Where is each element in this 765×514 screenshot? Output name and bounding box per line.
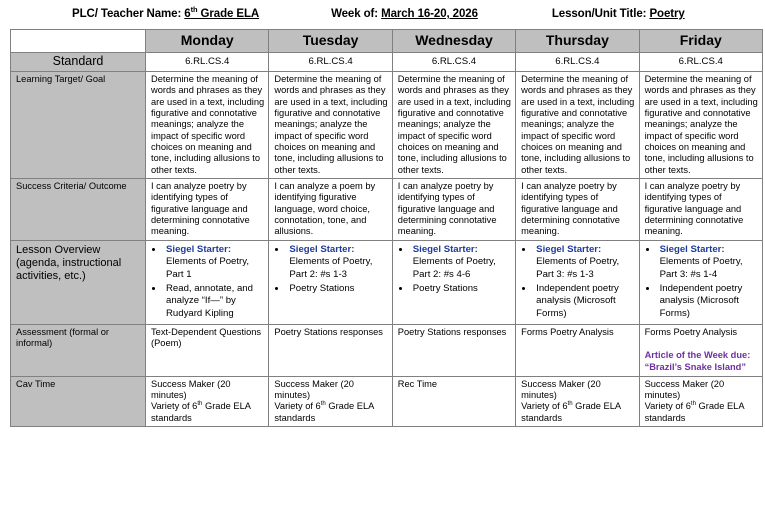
cell-standard-thursday: 6.RL.CS.4 xyxy=(516,53,639,72)
cav-grade-suffix: th xyxy=(197,401,203,408)
siegel-starter-label: Siegel Starter: xyxy=(289,243,355,255)
cell-success-criteria-monday: I can analyze poetry by identifying types of figurative language and determining connotative meaning. xyxy=(146,178,269,240)
list-item: • Independent poetry analysis (Microsoft Forms) xyxy=(658,283,758,321)
week-of-label: Week of: xyxy=(331,8,382,20)
cav-line-2 xyxy=(521,401,634,424)
column-header-monday: Monday xyxy=(146,30,269,53)
list-item: • Independent poetry analysis (Microsoft Forms) xyxy=(534,283,634,321)
teacher-name-value xyxy=(184,5,260,20)
siegel-starter-label: Siegel Starter: xyxy=(659,243,725,255)
cell-learning-target-friday: Determine the meaning of words and phrases as they are used in a text, including figurative and connotative meanings; analyze the impact of specific word choices on meaning and tone, including allusions to other texts. xyxy=(639,72,762,179)
cell-lesson-overview-tuesday xyxy=(269,240,392,324)
cav-line-1: Success Maker (20 minutes) xyxy=(151,378,231,400)
cell-learning-target-thursday: Determine the meaning of words and phrases as they are used in a text, including figurative and connotative meanings; analyze the impact of specific word choices on meaning and tone, including allusions to other texts. xyxy=(516,72,639,179)
cav-line-2 xyxy=(645,401,758,424)
siegel-starter-text: Elements of Poetry, Part 3: #s 1-4 xyxy=(659,256,743,280)
corner-cell xyxy=(11,30,146,53)
list-item xyxy=(658,244,758,282)
cav-grade-pre: Variety of 6 xyxy=(521,401,568,412)
cav-line-1: Success Maker (20 minutes) xyxy=(521,378,601,400)
list-item xyxy=(287,244,387,282)
cell-assessment-monday: Text-Dependent Questions (Poem) xyxy=(146,324,269,376)
cav-grade-post: Grade ELA standards xyxy=(521,401,621,423)
table-header-row xyxy=(11,30,763,53)
cav-grade-suffix: th xyxy=(567,401,573,408)
row-label-cav-time: Cav Time xyxy=(11,376,146,426)
cell-standard-monday: 6.RL.CS.4 xyxy=(146,53,269,72)
cell-cav-time-wednesday xyxy=(392,376,515,426)
cell-standard-wednesday: 6.RL.CS.4 xyxy=(392,53,515,72)
list-item: • Read, annotate, and analyze “If—” by Rudyard Kipling xyxy=(164,283,264,321)
lesson-bullets-thursday xyxy=(521,244,634,321)
lesson-plan-table xyxy=(10,29,763,427)
table-row-success-criteria xyxy=(11,178,763,240)
column-header-tuesday: Tuesday xyxy=(269,30,392,53)
siegel-starter-text: Elements of Poetry, Part 2: #s 1-3 xyxy=(289,256,373,280)
cell-learning-target-monday: Determine the meaning of words and phrases as they are used in a text, including figurative and connotative meanings; analyze the impact of specific word choices on meaning and tone, including allusions to other texts. xyxy=(146,72,269,179)
table-row-cav-time xyxy=(11,376,763,426)
cav-grade-post: Grade ELA standards xyxy=(644,401,745,423)
article-of-the-week-note: Article of the Week due: “Brazil’s Snake Island” xyxy=(644,349,751,372)
unit-title-field xyxy=(552,8,685,20)
teacher-subject: Grade ELA xyxy=(197,8,260,20)
document-header xyxy=(0,0,765,29)
list-item xyxy=(164,244,264,282)
column-header-thursday: Thursday xyxy=(516,30,639,53)
cell-lesson-overview-thursday xyxy=(516,240,639,324)
lesson-bullets-monday xyxy=(151,244,264,321)
assessment-friday-text: Forms Poetry Analysis xyxy=(644,326,738,337)
cav-grade-suffix: th xyxy=(320,401,326,408)
siegel-starter-text: Elements of Poetry, Part 3: #s 1-3 xyxy=(536,256,620,280)
week-of-value: March 16-20, 2026 xyxy=(381,8,478,20)
list-item xyxy=(534,244,634,282)
cell-cav-time-monday xyxy=(146,376,269,426)
cav-grade-pre: Variety of 6 xyxy=(151,401,198,412)
cell-assessment-tuesday: Poetry Stations responses xyxy=(269,324,392,376)
cell-success-criteria-tuesday: I can analyze a poem by identifying figurative language, word choice, connotation, tone, and allusions. xyxy=(269,178,392,240)
list-item: • Poetry Stations xyxy=(287,283,387,296)
cav-grade-pre: Variety of 6 xyxy=(644,401,691,412)
cav-line-1: Success Maker (20 minutes) xyxy=(644,378,725,400)
teacher-grade-number: 6 xyxy=(184,8,191,20)
cell-success-criteria-friday: I can analyze poetry by identifying types of figurative language and determining connotative meaning. xyxy=(639,178,762,240)
cell-cav-time-thursday xyxy=(516,376,639,426)
cav-grade-post: Grade ELA standards xyxy=(151,401,251,423)
list-item: • Poetry Stations xyxy=(411,283,511,296)
cav-line-2 xyxy=(151,401,264,424)
unit-title-label: Lesson/Unit Title: xyxy=(551,8,650,20)
siegel-starter-text: Elements of Poetry, Part 2: #s 4-6 xyxy=(412,256,496,280)
cell-success-criteria-thursday: I can analyze poetry by identifying types of figurative language and determining connotative meaning. xyxy=(516,178,639,240)
cav-grade-suffix: th xyxy=(690,401,696,408)
cell-lesson-overview-friday xyxy=(639,240,762,324)
row-label-standard: Standard xyxy=(11,53,146,72)
list-item xyxy=(411,244,511,282)
cell-assessment-wednesday: Poetry Stations responses xyxy=(392,324,515,376)
teacher-name-field xyxy=(72,5,260,20)
cell-lesson-overview-monday xyxy=(146,240,269,324)
teacher-name-label: PLC/ Teacher Name: xyxy=(72,8,185,20)
siegel-starter-label: Siegel Starter: xyxy=(412,243,478,255)
column-header-wednesday: Wednesday xyxy=(392,30,515,53)
row-label-success-criteria: Success Criteria/ Outcome xyxy=(11,178,146,240)
week-of-field xyxy=(331,8,478,20)
siegel-starter-label: Siegel Starter: xyxy=(536,243,602,255)
column-header-friday: Friday xyxy=(639,30,762,53)
cell-assessment-friday xyxy=(639,324,762,376)
table-row-learning-target xyxy=(11,72,763,179)
cell-standard-tuesday: 6.RL.CS.4 xyxy=(269,53,392,72)
cell-assessment-thursday: Forms Poetry Analysis xyxy=(516,324,639,376)
unit-title-value: Poetry xyxy=(649,8,685,20)
row-label-learning-target: Learning Target/ Goal xyxy=(11,72,146,179)
cell-cav-time-tuesday xyxy=(269,376,392,426)
table-row-assessment xyxy=(11,324,763,376)
cav-line-1: Rec Time xyxy=(397,378,438,389)
cell-success-criteria-wednesday: I can analyze poetry by identifying types of figurative language and determining connotative meaning. xyxy=(392,178,515,240)
cav-line-1: Success Maker (20 minutes) xyxy=(274,378,354,400)
cell-lesson-overview-wednesday xyxy=(392,240,515,324)
row-label-lesson-overview: Lesson Overview (agenda, instructional activities, etc.) xyxy=(11,240,146,324)
lesson-bullets-tuesday xyxy=(274,244,387,296)
row-label-assessment: Assessment (formal or informal) xyxy=(11,324,146,376)
table-row-lesson-overview xyxy=(11,240,763,324)
cav-grade-pre: Variety of 6 xyxy=(274,401,321,412)
lesson-bullets-friday xyxy=(645,244,758,321)
cav-grade-post: Grade ELA standards xyxy=(274,401,374,423)
siegel-starter-text: Elements of Poetry, Part 1 xyxy=(166,256,250,280)
cav-line-2 xyxy=(274,401,387,424)
cell-standard-friday: 6.RL.CS.4 xyxy=(639,53,762,72)
cell-learning-target-tuesday: Determine the meaning of words and phrases as they are used in a text, including figurative and connotative meanings; analyze the impact of specific word choices on meaning and tone, including allusions to other texts. xyxy=(269,72,392,179)
cell-cav-time-friday xyxy=(639,376,762,426)
teacher-grade-suffix: th xyxy=(190,5,198,15)
cell-learning-target-wednesday: Determine the meaning of words and phrases as they are used in a text, including figurative and connotative meanings; analyze the impact of specific word choices on meaning and tone, including allusions to other texts. xyxy=(392,72,515,179)
table-row-standard xyxy=(11,53,763,72)
siegel-starter-label: Siegel Starter: xyxy=(166,243,232,255)
lesson-bullets-wednesday xyxy=(398,244,511,296)
